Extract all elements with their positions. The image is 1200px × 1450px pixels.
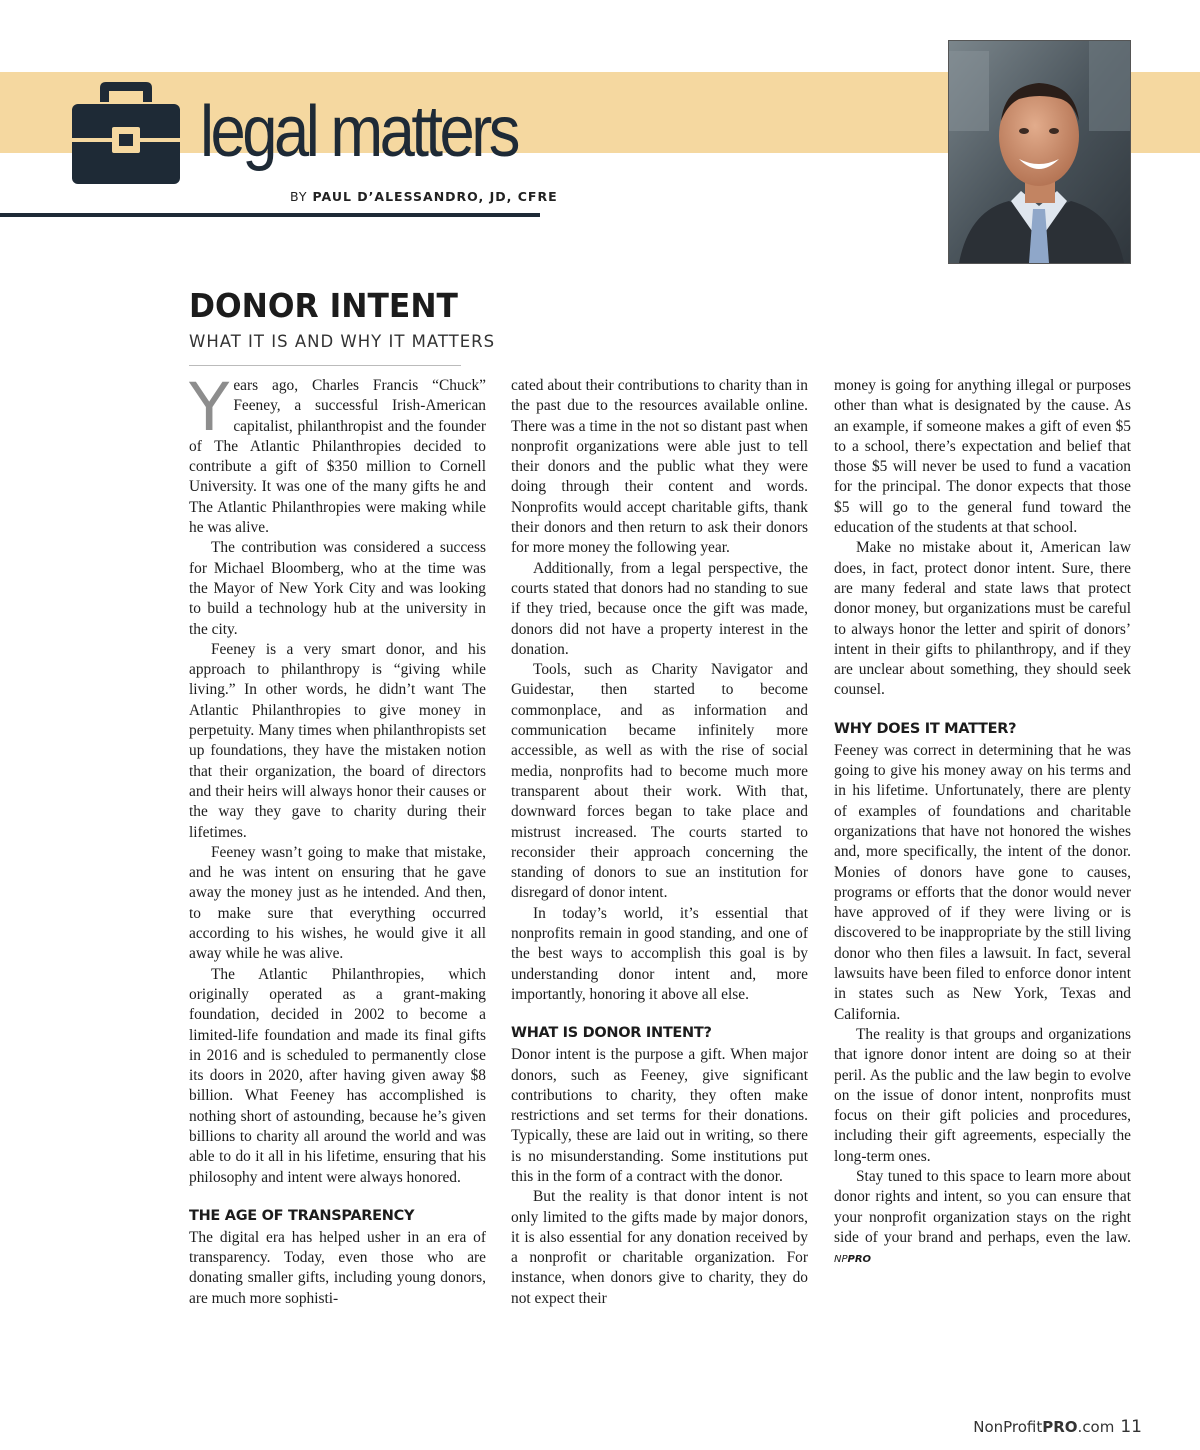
site-suffix: .com	[1077, 1418, 1115, 1436]
article-column-2	[511, 376, 808, 1309]
paragraph: The digital era has helped usher in an era of transparency. Today, even those who are donating smaller gifts, including young donors, are much more sophisti-	[189, 1228, 486, 1307]
paragraph: The contribution was considered a success for Michael Bloomberg, who at the time was the Mayor of New York City and was looking to build a technology hub at the university in the city.	[189, 539, 486, 638]
paragraph: The Atlantic Philanthropies, which originally operated as a grant-making foundation, decided in 2002 to become a limited-life foundation and made its final gifts in 2016 and is scheduled to permanently close its doors in 2020, after having given away $8 billion. What Feeney has accomplished is nothing short of astounding, because he’s given billions to charity all around the world and was able to do it all in his lifetime, ensuring that his philosophy and intent were always honored.	[189, 965, 486, 1186]
section-heading: WHY DOES IT MATTER?	[834, 720, 1017, 737]
header-rule	[0, 213, 540, 217]
byline-prefix: BY	[290, 189, 308, 204]
byline-author: PAUL D’ALESSANDRO, JD, CFRE	[312, 189, 558, 204]
paragraph: Additionally, from a legal perspective, the courts stated that donors had no standing to sue if they tried, because once the gift was made, donors did not have a property interest in the donation.	[511, 559, 808, 658]
paragraph: Feeney is a very smart donor, and his approach to philanthropy is “giving while living.” In other words, he didn’t want The Atlantic Philanthropies to give money in perpetuity. Many times when philanthropists set up foundations, they have the mistaken notion that their organization, the board of directors and their heirs will always honor their causes or the way they gave to charity during their lifetimes.	[189, 640, 486, 841]
paragraph: But the reality is that donor intent is not only limited to the gifts made by major donors, it is also essential for any donation received by a nonprofit or charitable organization. For instance, when donors give to charity, they do not expect their	[511, 1188, 808, 1307]
paragraph: The reality is that groups and organizations that ignore donor intent are doing so at their peril. As the public and the law begin to evolve on the issue of donor intent, nonprofits must focus on their gift policies and procedures, including their gift agreements, especially the long-term ones.	[834, 1025, 1131, 1165]
byline	[290, 189, 558, 204]
briefcase-icon	[72, 80, 180, 184]
paragraph: money is going for anything illegal or purposes other than what is designated by the cause. As an example, if someone makes a gift of even $5 to a school, there’s expectation and belief that those $5 will never be used to fund a vacation for the principal. The donor expects that those $5 will go to the general fund toward the education of the students at that school.	[834, 377, 1131, 537]
page-number: 11	[1120, 1417, 1142, 1437]
paragraph: Stay tuned to this space to learn more about donor rights and intent, so you can ensure that your nonprofit organization stays on the right side of your brand and perhaps, even the law. NPPRO	[834, 1167, 1131, 1266]
page-footer	[973, 1417, 1142, 1437]
paragraph: cated about their contributions to charity than in the past due to the resources available online. There was a time in the not so distant past when nonprofit organizations were able just to tell their donors and the public what they were doing through their content and words. Nonprofits would accept charitable gifts, thank their donors and then return to ask their donors for more money the following year.	[511, 377, 808, 557]
paragraph: Donor intent is the purpose a gift. When major donors, such as Feeney, give significant contributions to charity, they often make restrictions and set terms for their donations. Typically, these are laid out in writing, so there is no misunderstanding. Some institutions put this in the form of a contract with the donor.	[511, 1046, 808, 1185]
article-column-1	[189, 369, 486, 1309]
article-headline: DONOR INTENT	[189, 286, 458, 325]
end-mark: NPPRO	[834, 1254, 872, 1266]
author-portrait	[948, 40, 1131, 264]
article-column-3	[834, 376, 1131, 1270]
drop-cap: Y	[189, 369, 230, 446]
paragraph: Feeney wasn’t going to make that mistake, and he was intent on ensuring that he gave away the money just as he intended. And then, to make sure that everything occurred according to his wishes, he would give it all away while he was alive.	[189, 843, 486, 963]
site-prefix: NonProfit	[973, 1418, 1043, 1436]
paragraph: Feeney was correct in determining that he was going to give his money away on his terms and in his lifetime. Unfortunately, there are plenty of examples of foundations and charitable organizations that have not honored the wishes and, more specifically, the intent of the donor. Monies of donors have gone to causes, programs or efforts that the donor would never have approved of if they were living or is discovered to be inappropriate by the still living donor who then files a lawsuit. In fact, several lawsuits have been filed to enforce donor intent in states such as New York, Texas and California.	[834, 741, 1131, 1023]
paragraph: Tools, such as Charity Navigator and Guidestar, then started to become commonplace, and as information and communication became infinitely more accessible, as well as with the rise of social media, nonprofits had to become much more transparent about their work. With that, downward forces began to take place and mistrust increased. The courts started to reconsider their approach concerning the standing of donors to sue an institution for disregard of donor intent.	[511, 661, 808, 902]
subhead-rule	[189, 365, 461, 366]
paragraph: In today’s world, it’s essential that nonprofits remain in good standing, and one of the best ways to accomplish this goal is by understanding donor intent and, more importantly, honoring it above all else.	[511, 904, 808, 1003]
section-title: legal matters	[200, 92, 517, 172]
article-subhead: WHAT IT IS AND WHY IT MATTERS	[189, 332, 496, 351]
paragraph: Years ago, Charles Francis “Chuck” Feeney, a successful Irish-American capitalist, philanthropist and the founder of The Atlantic Philanthropies decided to contribute a gift of $350 million to Cornell University. It was one of the many gifts he and The Atlantic Philanthropies were making while he was alive.	[189, 369, 486, 537]
section-heading: WHAT IS DONOR INTENT?	[511, 1025, 712, 1042]
paragraph: Make no mistake about it, American law does, in fact, protect donor intent. Sure, there are many federal and state laws that protect donor money, but organizations must be careful to always honor the letter and spirit of donors’ intent in their gifts to philanthropy, and if they are unclear about something, they should seek counsel.	[834, 539, 1131, 699]
section-heading: THE AGE OF TRANSPARENCY	[189, 1207, 415, 1224]
site-pro: PRO	[1042, 1418, 1078, 1436]
